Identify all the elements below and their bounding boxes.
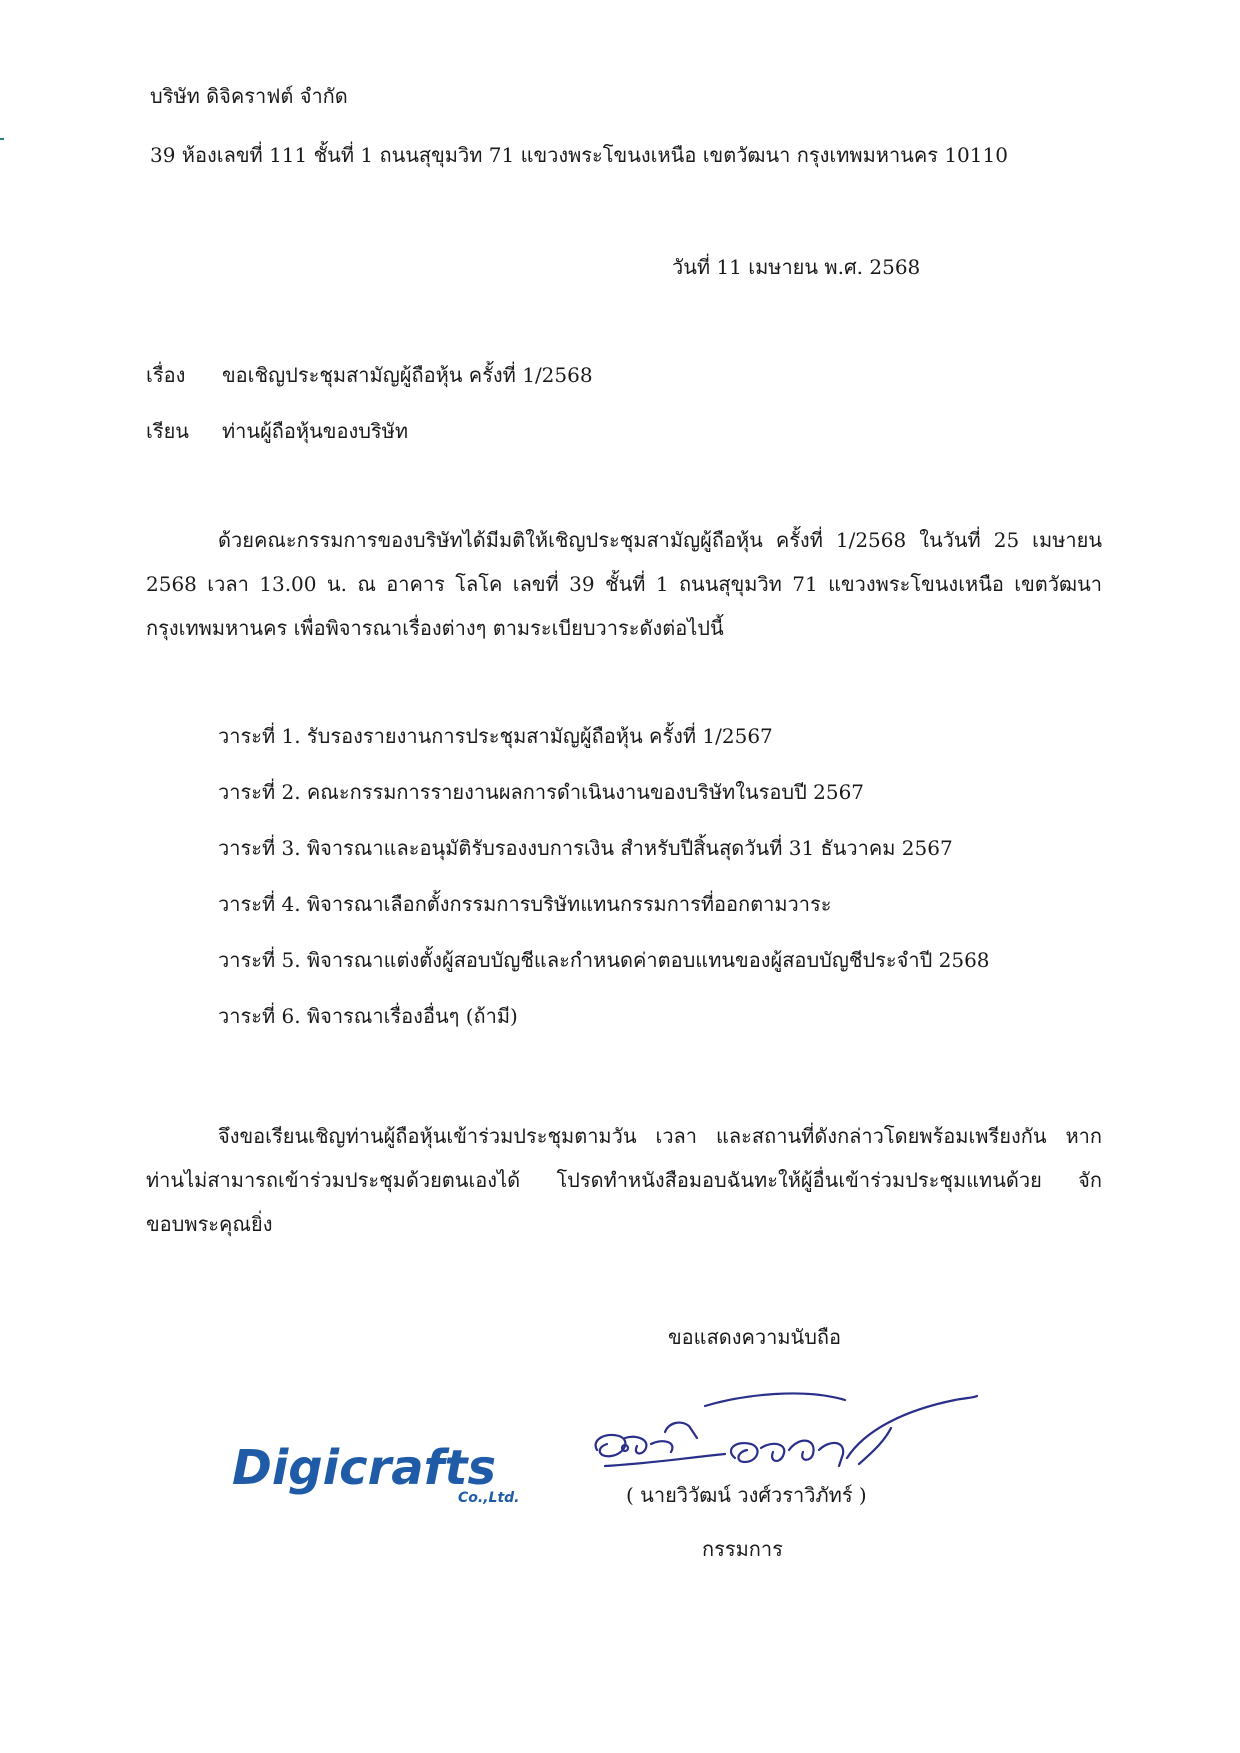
margin-mark <box>0 138 4 140</box>
regards-text: ขอแสดงความนับถือ <box>668 1325 842 1349</box>
recipient-text: ท่านผู้ถือหุ้นของบริษัท <box>222 419 409 443</box>
signatory-position: กรรมการ <box>702 1537 783 1561</box>
logo-wordmark: Digicrafts <box>232 1440 497 1496</box>
agenda-item: วาระที่ 4. พิจารณาเลือกตั้งกรรมการบริษัทแทนกรรมการที่ออกตามวาระ <box>218 892 832 916</box>
intro-paragraph: ด้วยคณะกรรมการของบริษัทได้มีมติให้เชิญประชุมสามัญผู้ถือหุ้น ครั้งที่ 1/2568 ในวันที่ 25 เมษายน 2568 เวลา 13.00 น. ณ อาคาร โลโค เลขที่ 39 ชั้นที่ 1 ถนนสุขุมวิท 71 แขวงพระโขนงเหนือ เขตวัฒนา กรุงเทพมหานคร เพื่อพิจารณาเรื่องต่างๆ ตามระเบียบวาระดังต่อไปนี้ <box>146 528 1102 640</box>
agenda-item: วาระที่ 5. พิจารณาแต่งตั้งผู้สอบบัญชีและกำหนดค่าตอบแทนของผู้สอบบัญชีประจำปี 2568 <box>218 948 990 972</box>
agenda-item: วาระที่ 3. พิจารณาและอนุมัติรับรองงบการเงิน สำหรับปีสิ้นสุดวันที่ 31 ธันวาคม 2567 <box>218 836 953 860</box>
subject-label: เรื่อง <box>146 363 186 387</box>
signature-image <box>585 1380 995 1490</box>
recipient-label: เรียน <box>146 419 189 443</box>
signatory-name: ( นายวิวัฒน์ วงศ์วราวิภัทร์ ) <box>626 1483 867 1507</box>
subject-text: ขอเชิญประชุมสามัญผู้ถือหุ้น ครั้งที่ 1/2568 <box>222 363 593 387</box>
company-name: บริษัท ดิจิคราฟต์ จำกัด <box>150 84 348 108</box>
closing-paragraph: จึงขอเรียนเชิญท่านผู้ถือหุ้นเข้าร่วมประชุมตามวัน เวลา และสถานที่ดังกล่าวโดยพร้อมเพรียงกัน หาก ท่านไม่สามารถเข้าร่วมประชุมด้วยตนเองได้ โปรดทำหนังสือมอบฉันทะให้ผู้อื่นเข้าร่วมประชุมแทนด้วย จักขอบพระคุณยิ่ง <box>146 1124 1102 1236</box>
agenda-item: วาระที่ 6. พิจารณาเรื่องอื่นๆ (ถ้ามี) <box>218 1004 518 1028</box>
agenda-item: วาระที่ 2. คณะกรรมการรายงานผลการดำเนินงานของบริษัทในรอบปี 2567 <box>218 780 865 804</box>
agenda-list <box>218 722 990 1058</box>
company-logo <box>232 1440 520 1510</box>
agenda-item: วาระที่ 1. รับรองรายงานการประชุมสามัญผู้ถือหุ้น ครั้งที่ 1/2567 <box>218 724 773 748</box>
letter-date: วันที่ 11 เมษายน พ.ศ. 2568 <box>672 255 921 279</box>
logo-suffix: Co.,Ltd. <box>458 1490 520 1506</box>
company-address: 39 ห้องเลขที่ 111 ชั้นที่ 1 ถนนสุขุมวิท 71 แขวงพระโขนงเหนือ เขตวัฒนา กรุงเทพมหานคร 10110 <box>150 143 1008 167</box>
